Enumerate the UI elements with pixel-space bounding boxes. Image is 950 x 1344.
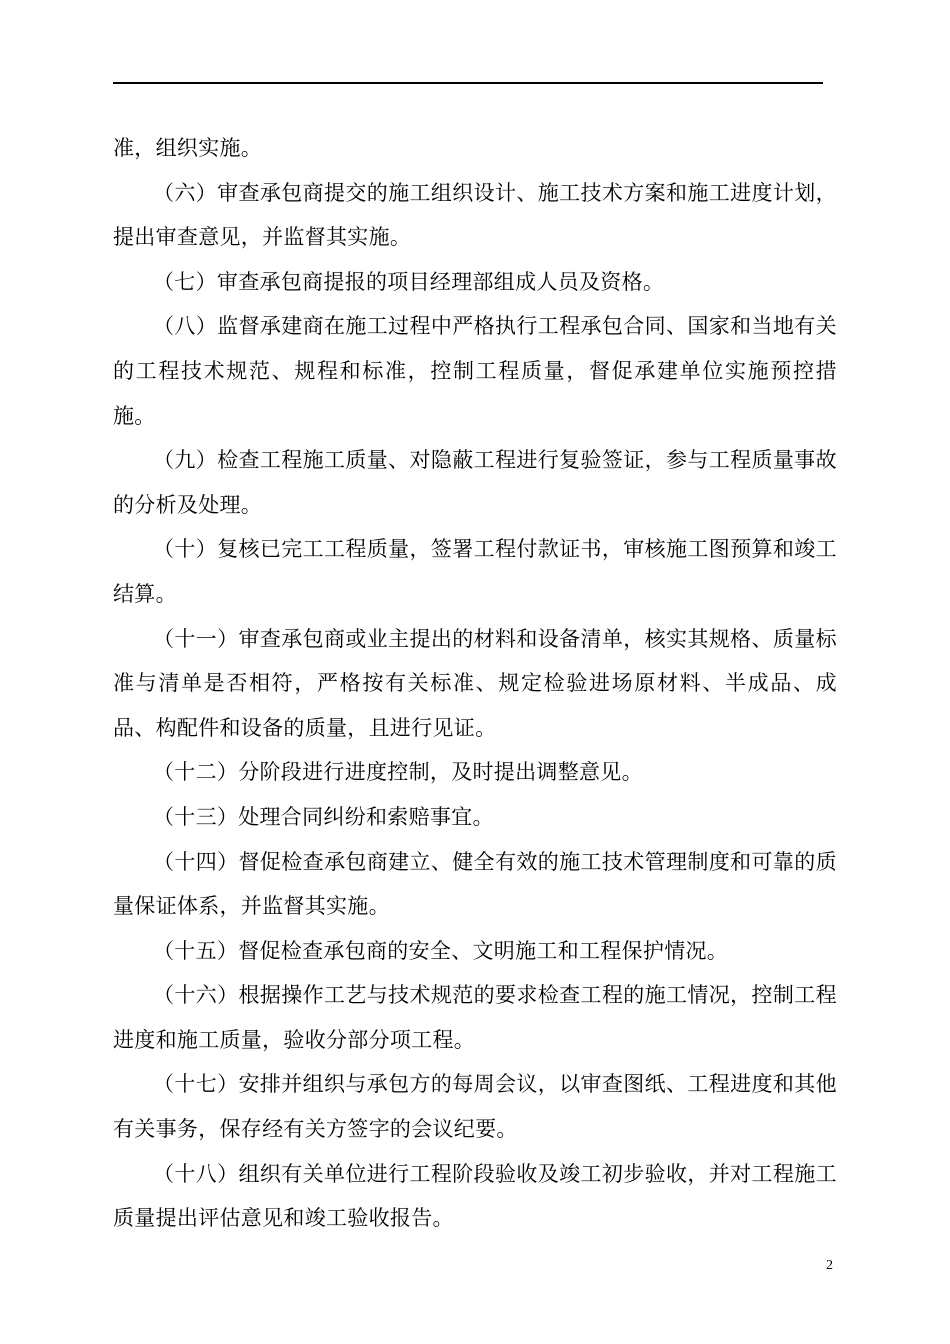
paragraph-item-15: （十五）督促检查承包商的安全、文明施工和工程保护情况。 xyxy=(153,938,729,963)
paragraph-item-13: （十三）处理合同纠纷和索赔事宜。 xyxy=(153,804,494,829)
paragraph-continuation: 准，组织实施。 xyxy=(113,136,263,160)
paragraph-item-18: （十八）组织有关单位进行工程阶段验收及竣工初步验收，并对工程施工质量提出评估意见和竣工验收报告。 xyxy=(113,1161,837,1231)
paragraph-item-16: （十六）根据操作工艺与技术规范的要求检查工程的施工情况，控制工程进度和施工质量，验收分部分项工程。 xyxy=(113,983,837,1052)
paragraph-item-17: （十七）安排并组织与承包方的每周会议，以审查图纸、工程进度和其他有关事务，保存经有关方签字的会议纪要。 xyxy=(113,1072,837,1142)
paragraph-item-14: （十四）督促检查承包商建立、健全有效的施工技术管理制度和可靠的质量保证体系，并监督其实施。 xyxy=(113,849,837,919)
paragraph-item-12: （十二）分阶段进行进度控制，及时提出调整意见。 xyxy=(153,760,643,785)
paragraph-item-9: （九）检查工程施工质量、对隐蔽工程进行复验签证，参与工程质量事故的分析及处理。 xyxy=(113,448,837,517)
paragraph-item-8: （八）监督承建商在施工过程中严格执行工程承包合同、国家和当地有关的工程技术规范、规程和标准，控制工程质量，督促承建单位实施预控措施。 xyxy=(113,314,837,428)
body-text xyxy=(113,126,837,1241)
paragraph-item-7: （七）审查承包商提报的项目经理部组成人员及资格。 xyxy=(153,269,665,294)
paragraph-item-10: （十）复核已完工工程质量，签署工程付款证书，审核施工图预算和竣工结算。 xyxy=(113,537,837,606)
page-number: 2 xyxy=(826,1258,833,1273)
header-rule xyxy=(113,82,823,84)
paragraph-item-11: （十一）审查承包商或业主提出的材料和设备清单，核实其规格、质量标准与清单是否相符，严格按有关标准、规定检验进场原材料、半成品、成品、构配件和设备的质量，且进行见证。 xyxy=(113,626,837,740)
paragraph-item-6: （六）审查承包商提交的施工组织设计、施工技术方案和施工进度计划，提出审查意见，并监督其实施。 xyxy=(113,180,837,250)
